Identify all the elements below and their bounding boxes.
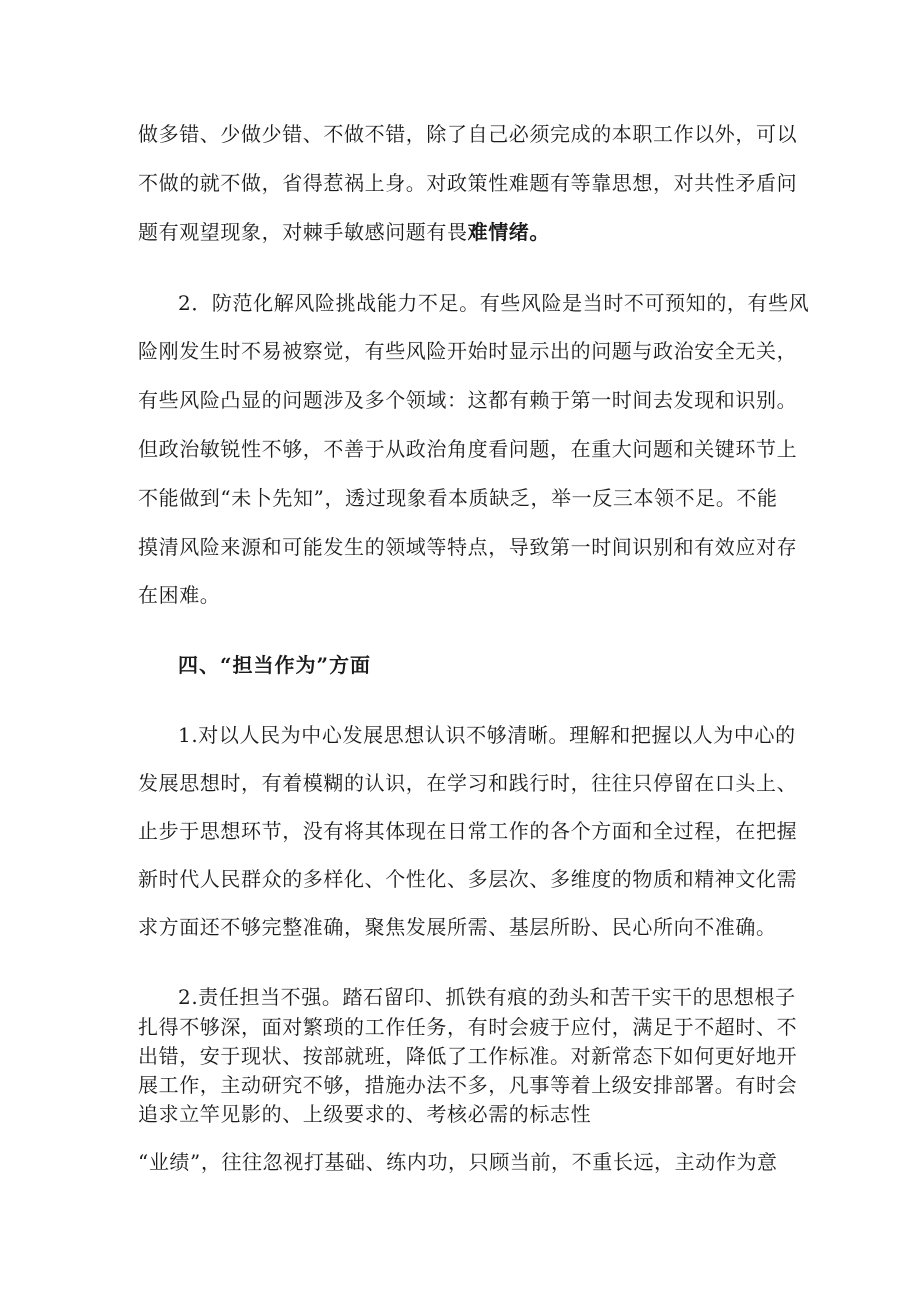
paragraph-3-line-1: 1.对以人民为中心发展思想认识不够清晰。理解和把握以人为中心的 — [178, 723, 796, 747]
section-heading: 四、“担当作为”方面 — [178, 653, 372, 677]
paragraph-3-line-5: 求方面还不够完整准确，聚焦发展所需、基层所盼、民心所向不准确。 — [138, 915, 777, 939]
paragraph-2-line-2: 险刚发生时不易被察觉，有些风险开始时显示出的问题与政治安全无关， — [138, 339, 798, 363]
paragraph-2-line-1: 2．防范化解风险挑战能力不足。有些风险是当时不可预知的，有些风 — [178, 291, 810, 315]
paragraph-2-line-4: 但政治敏锐性不够，不善于从政治角度看问题，在重大问题和关键环节上 — [138, 437, 798, 461]
paragraph-1-line-2: 不做的就不做，省得惹祸上身。对政策性难题有等靠思想，对共性矛盾问 — [138, 171, 798, 195]
paragraph-1-line-3-text: 题有观望现象，对棘手敏感问题有畏 — [138, 220, 468, 244]
paragraph-2-line-5: 不能做到“未卜先知”，透过现象看本质缺乏，举一反三本领不足。不能 — [138, 486, 778, 510]
paragraph-4-line-6: “业绩”，往往忽视打基础、练内功，只顾当前，不重长远，主动作为意 — [138, 1150, 778, 1174]
paragraph-4-line-5: 追求立竿见影的、上级要求的、考核必需的标志性 — [138, 1102, 592, 1126]
paragraph-1-bold-text: 难情绪。 — [467, 220, 551, 244]
paragraph-3-line-2: 发展思想时，有着模糊的认识，在学习和践行时，往往只停留在口头上、 — [138, 771, 798, 795]
paragraph-1-line-1: 做多错、少做少错、不做不错，除了自己必须完成的本职工作以外，可以 — [138, 122, 798, 146]
paragraph-2-line-7: 在困难。 — [138, 583, 221, 607]
paragraph-4-line-1: 2.责任担当不强。踏石留印、抓铁有痕的劲头和苦干实干的思想根子 — [178, 985, 796, 1009]
paragraph-4-line-3: 出错，安于现状、按部就班，降低了工作标准。对新常态下如何更好地开 — [138, 1044, 798, 1068]
paragraph-2-line-3: 有些风险凸显的问题涉及多个领域：这都有赖于第一时间去发现和识别。 — [138, 388, 798, 412]
paragraph-3-line-3: 止步于思想环节，没有将其体现在日常工作的各个方面和全过程，在把握 — [138, 819, 798, 843]
paragraph-3-line-4: 新时代人民群众的多样化、个性化、多层次、多维度的物质和精神文化需 — [138, 867, 798, 891]
paragraph-4-line-2: 扎得不够深，面对繁琐的工作任务，有时会疲于应付，满足于不超时、不 — [138, 1015, 798, 1039]
paragraph-1-line-3 — [138, 219, 550, 245]
paragraph-2-line-6: 摸清风险来源和可能发生的领域等特点，导致第一时间识别和有效应对存 — [138, 535, 798, 559]
paragraph-4-line-4: 展工作，主动研究不够，措施办法不多，凡事等着上级安排部署。有时会 — [138, 1073, 798, 1097]
